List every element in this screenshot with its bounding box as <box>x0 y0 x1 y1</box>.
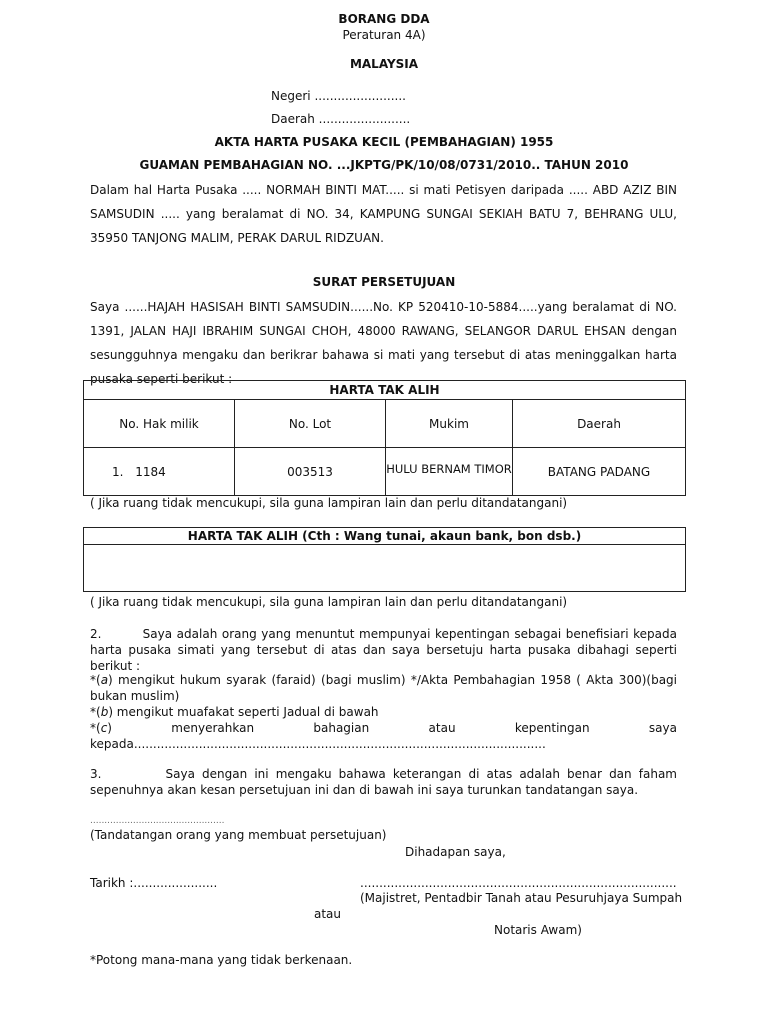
option-b-text: ) mengikut muafakat seperti Jadual di bawah <box>108 705 379 719</box>
date-field: Tarikh :...................... <box>90 876 218 890</box>
signature-line: ............................................... <box>90 816 225 826</box>
section-2-paragraph: 2. Saya adalah orang yang menuntut mempunyai kepentingan sebagai benefisiari kepada harta pusaka simati yang tersebut di atas dan saya bersetuju harta pusaka dibahagi seperti berikut : <box>90 627 681 673</box>
table-row <box>84 448 686 496</box>
option-a <box>90 672 677 704</box>
space-note-1: ( Jika ruang tidak mencukupi, sila guna lampiran lain dan perlu ditandatangani) <box>90 496 568 510</box>
country-label: MALAYSIA <box>349 57 419 71</box>
witness-title-2: Notaris Awam) <box>494 923 582 937</box>
column-header-daerah: Daerah <box>513 400 686 448</box>
consent-title: SURAT PERSETUJUAN <box>312 275 456 289</box>
option-c-word: kepentingan <box>514 721 590 735</box>
space-note-2: ( Jika ruang tidak mencukupi, sila guna lampiran lain dan perlu ditandatangani) <box>90 595 568 609</box>
section-3-paragraph: 3. Saya dengan ini mengaku bahawa keterangan di atas adalah benar dan faham sepenuhnya akan kesan persetujuan ini dan di bawah ini saya turunkan tandatangan saya. <box>90 767 681 797</box>
column-header-hakmilik: No. Hak milik <box>84 400 235 448</box>
movable-property-table <box>83 527 686 592</box>
witness-heading: Dihadapan saya, <box>405 845 506 859</box>
hakmilik-value: 1184 <box>135 464 166 479</box>
regulation-ref: Peraturan 4A) <box>342 28 426 42</box>
consent-paragraph: Saya ......HAJAH HASISAH BINTI SAMSUDIN......No. KP 520410-10-5884.....yang beralamat di NO. 1391, JALAN HAJI IBRAHIM SUNGAI CHOH, 48000 RAWANG, SELANGOR DARUL EHSAN dengan sesungguhnya mengaku dan berikrar bahawa si mati yang tersebut di atas meninggalkan harta pusaka seperti berikut : <box>90 300 677 386</box>
intro-paragraph: Dalam hal Harta Pusaka ..... NORMAH BINTI MAT..... si mati Petisyen daripada ..... ABD AZIZ BIN SAMSUDIN ..... yang beralamat di NO. 34, KAMPUNG SUNGAI SEKIAH BATU 7, BEHRANG ULU, 35950 TANJONG MALIM, PERAK DARUL RIDZUAN. <box>90 183 677 245</box>
option-a-text: ) mengikut hukum syarak (faraid) (bagi muslim) */Akta Pembahagian 1958 ( Akta 300)(bagi bukan muslim) <box>90 673 677 703</box>
option-c-word: menyerahkan <box>171 721 255 735</box>
option-c-line-1 <box>90 720 677 736</box>
movable-table-empty-row <box>84 545 686 592</box>
footnote: *Potong mana-mana yang tidak berkenaan. <box>90 953 353 967</box>
option-b-letter: b <box>100 705 109 719</box>
cell-hakmilik <box>84 448 235 496</box>
option-c-close: ) <box>107 721 112 735</box>
negeri-field: Negeri ........................ <box>271 89 406 103</box>
option-c-word: bahagian <box>313 721 370 735</box>
form-title: BORANG DDA <box>338 12 430 26</box>
option-a-letter: a <box>100 673 109 687</box>
option-b <box>90 704 677 720</box>
immovable-property-table <box>83 380 686 496</box>
option-c-line-2: kepada............................................................................................................ <box>90 737 546 751</box>
option-c-head <box>90 720 112 736</box>
cell-lot: 003513 <box>235 448 386 496</box>
daerah-field: Daerah ........................ <box>271 112 411 126</box>
signature-label: (Tandatangan orang yang membuat persetujuan) <box>90 828 387 842</box>
movable-table-title: HARTA TAK ALIH (Cth : Wang tunai, akaun bank, bon dsb.) <box>84 528 686 545</box>
case-number: GUAMAN PEMBAHAGIAN NO. ...JKPTG/PK/10/08/0731/2010.. TAHUN 2010 <box>139 158 629 172</box>
cell-mukim: HULU BERNAM TIMOR <box>386 448 513 496</box>
witness-title-1: (Majistret, Pentadbir Tanah atau Pesuruhjaya Sumpah <box>360 891 683 905</box>
option-c-word: saya <box>648 721 677 735</box>
option-c-prefix: *( <box>90 721 101 735</box>
immovable-table-title: HARTA TAK ALIH <box>84 381 686 400</box>
option-c-letter: c <box>100 721 108 735</box>
act-title: AKTA HARTA PUSAKA KECIL (PEMBAHAGIAN) 1955 <box>214 135 554 149</box>
cell-daerah: BATANG PADANG <box>513 448 686 496</box>
column-header-mukim: Mukim <box>386 400 513 448</box>
option-b-prefix: *( <box>90 705 101 719</box>
column-header-lot: No. Lot <box>235 400 386 448</box>
option-a-prefix: *( <box>90 673 101 687</box>
witness-signature-line: ................................................................................... <box>360 876 677 890</box>
option-c-word: atau <box>428 721 456 735</box>
row-number: 1. <box>112 464 124 479</box>
witness-atau: atau <box>314 907 342 921</box>
